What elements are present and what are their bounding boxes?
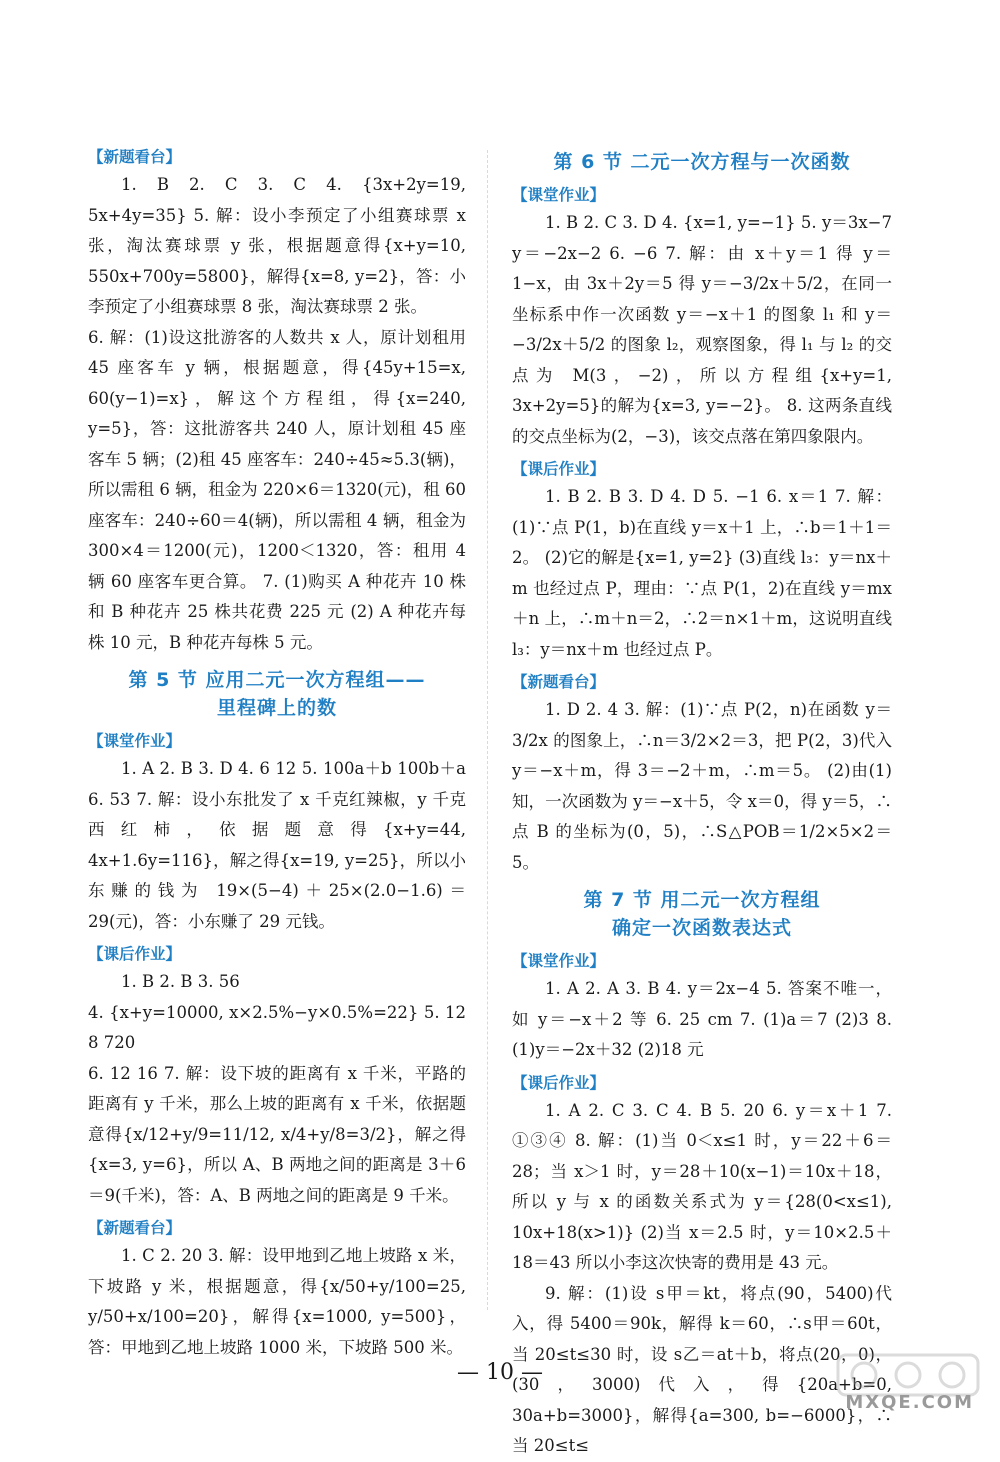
section-heading-line: 第 5 节 应用二元一次方程组—— <box>128 669 426 691</box>
answer-paragraph: 1. C 2. 20 3. 解：设甲地到乙地上坡路 x 米，下坡路 y 米，根据题意，得{x/50+y/100=25, y/50+x/100=20}，解得{x=1000, y=500}，答：甲地到乙地上坡路 1000 米，下坡路 500 米。 <box>88 1246 466 1357</box>
answer-paragraph: 1. A 2. B 3. D 4. 6 12 5. 100a＋b 100b＋a 6. 53 7. 解：设小东批发了 x 千克红辣椒，y 千克西红柿，依据题意得{x+y=44, 4x+1.6y=116}，解之得{x=19, y=25}，所以小东赚的钱为 19×(5−4)＋25×(2.0−1.6)＝29(元)，答：小东赚了 29 元钱。 <box>88 759 466 931</box>
answer-paragraph: 1. A 2. C 3. C 4. B 5. 20 6. y＝x＋1 7. ①③④ 8. 解：(1)当 0＜x≤1 时，y＝22＋6＝28；当 x＞1 时，y＝28＋10(x−1)＝10x＋18，所以 y 与 x 的函数关系式为 y＝{28(0<x≤1), 10x+18(x>1)} (2)当 x＝2.5 时，y＝10×2.5＋18＝43 所以小李这次快寄的费用是 43 元。 <box>512 1100 892 1272</box>
answer-paragraph: 6. 12 16 7. 解：设下坡的距离有 x 千米，平路的距离有 y 千米，那么上坡的距离有 x 千米，依据题意得{x/12+y/9=11/12, x/4+y/8=3/2}，解之得{x=3, y=6}，所以 A、B 两地之间的距离是 3＋6＝9(千米)，答：A、B 两地之间的距离是 9 千米。 <box>88 1063 466 1205</box>
section-tag: 【新题看台】 <box>512 673 606 691</box>
section-heading-line: 确定一次函数表达式 <box>611 917 792 939</box>
answer-paragraph: 1. A 2. A 3. B 4. y＝2x−4 5. 答案不唯一，如 y＝−x＋2 等 6. 25 cm 7. (1)a＝7 (2)3 8. (1)y＝−2x＋32 (2)18 元 <box>512 979 892 1059</box>
section-heading <box>512 886 892 942</box>
section-heading <box>88 666 466 722</box>
left-column <box>88 140 466 1363</box>
section-heading: 第 6 节 二元一次方程与一次函数 <box>553 151 851 173</box>
answer-paragraph: 1. B 2. C 3. C 4. {3x+2y=19, 5x+4y=35} 5. 解：设小李预定了小组赛球票 x 张，淘汰赛球票 y 张，根据题意得{x+y=10, 550x+700y=5800}，解得{x=8, y=2}，答：小李预定了小组赛球票 8 张，淘汰赛球票 2 张。 <box>88 175 466 316</box>
section-tag: 【课堂作业】 <box>512 186 606 204</box>
watermark-text: MXQE.COM <box>845 1392 974 1413</box>
section-tag: 【课后作业】 <box>88 945 182 963</box>
section-tag: 【课后作业】 <box>512 1073 606 1092</box>
section-tag: 【新题看台】 <box>88 1219 182 1237</box>
column-divider <box>487 150 488 1310</box>
answer-paragraph: 1. B 2. C 3. D 4. {x=1, y=−1} 5. y＝3x−7 y＝−2x−2 6. −6 7. 解：由 x＋y＝1 得 y＝1−x，由 3x＋2y＝5 得 y＝−3/2x＋5/2，在同一坐标系中作一次函数 y＝−x＋1 的图象 l₁ 和 y＝−3/2x＋5/2 的图象 l₂，观察图象，得 l₁ 与 l₂ 的交点为 M(3，−2)，所以方程组{x+y=1, 3x+2y=5}的解为{x=3, y=−2}。 8. 这两条直线的交点坐标为(2，−3)，该交点落在第四象限内。 <box>512 213 892 446</box>
page-number: — 10 — <box>457 1360 543 1385</box>
section-heading-line: 第 7 节 用二元一次方程组 <box>583 889 821 911</box>
right-column <box>512 140 892 1462</box>
section-tag: 【课堂作业】 <box>88 732 182 750</box>
answer-paragraph: 9. 解：(1)设 s甲＝kt，将点(90，5400)代入，得 5400＝90k，解得 k＝60，∴s甲＝60t，当 20≤t≤30 时，设 s乙＝at＋b，将点(20，0)，(30，3000)代入，得{20a+b=0, 30a+b=3000}，解得{a=300, b=−6000}，∴当 20≤t≤ <box>512 1283 893 1455</box>
answer-paragraph: 1. B 2. B 3. 56 <box>121 972 240 991</box>
answer-paragraph: 1. B 2. B 3. D 4. D 5. −1 6. x＝1 7. 解：(1)∵点 P(1，b)在直线 y＝x＋1 上，∴b＝1＋1＝2。 (2)它的解是{x=1, y=2} (3)直线 l₃：y＝nx＋m 也经过点 P，理由：∵点 P(1，2)在直线 y＝mx＋n 上，∴m＋n＝2，∴2＝n×1＋m，这说明直线 l₃：y＝nx＋m 也经过点 P。 <box>512 487 892 659</box>
section-tag: 【新题看台】 <box>88 148 182 166</box>
section-tag: 【课堂作业】 <box>512 952 606 970</box>
answer-paragraph: 4. {x+y=10000, x×2.5%−y×0.5%=22} 5. 12 8 720 <box>88 1002 466 1052</box>
answer-paragraph: 6. 解：(1)设这批游客的人数共 x 人，原计划租用 45 座客车 y 辆，根据题意，得{45y+15=x, 60(y−1)=x}，解这个方程组，得{x=240, y=5}，答：这批游客共 240 人，原计划租 45 座客车 5 辆；(2)租 45 座客车：240÷45≈5.3(辆)，所以需租 6 辆，租金为 220×6＝1320(元)，租 60 座客车：240÷60＝4(辆)，所以需租 4 辆，租金为 300×4＝1200(元)，1200＜1320，答：租用 4 辆 60 座客车更合算。 7. (1)购买 A 种花卉 10 株和 B 种花卉 25 株共花费 225 元 (2) A 种花卉每株 10 元，B 种花卉每株 5 元。 <box>88 327 466 652</box>
answer-paragraph: 1. D 2. 4 3. 解：(1)∵点 P(2，n)在函数 y＝3/2x 的图象上，∴n＝3/2×2＝3，把 P(2，3)代入 y＝−x＋m，得 3＝−2＋m，∴m＝5。 (2)由(1)知，一次函数为 y＝−x＋5，令 x＝0，得 y＝5，∴点 B 的坐标为(0，5)，∴S△POB＝1/2×5×2＝5。 <box>512 700 892 872</box>
section-tag: 【课后作业】 <box>512 460 606 478</box>
section-heading-line: 里程碑上的数 <box>216 697 337 719</box>
